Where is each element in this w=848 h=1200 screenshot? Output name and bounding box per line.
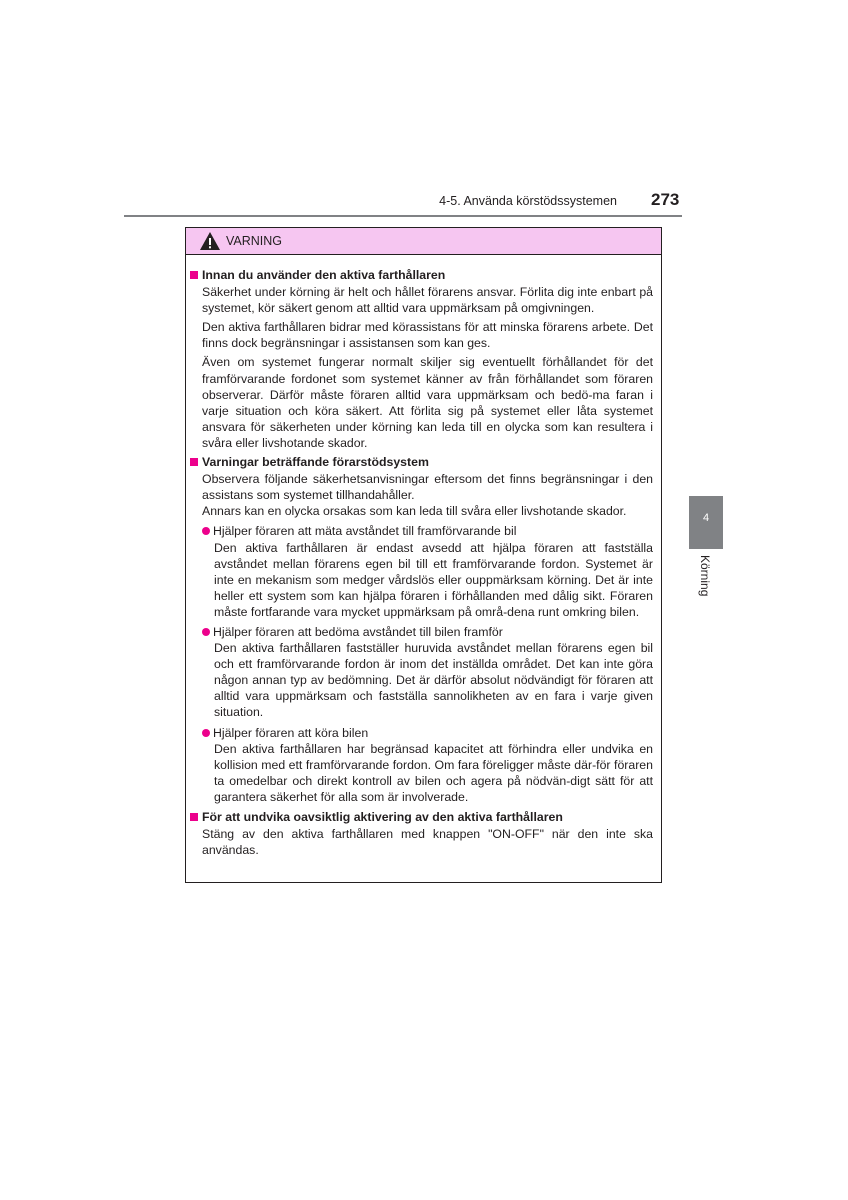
section-heading: [190, 454, 653, 470]
section-heading: [190, 267, 653, 283]
chapter-label: Körning: [698, 555, 712, 597]
bullet-body: Den aktiva farthållaren har begränsad kapacitet att förhindra eller undvika en kollision med ett framförvarande fordon. Om fara föreligger måste där-för föraren ta omedelbar och direkt kontroll av bilen och agera på nödvän-digt sätt för att garantera säkerhet för alla som är involverade.: [214, 741, 653, 804]
warning-section: [190, 454, 653, 805]
header-divider: [124, 215, 682, 217]
warning-section: [190, 267, 653, 451]
page-number: 273: [651, 190, 680, 209]
paragraph: Stäng av den aktiva farthållaren med knappen "ON-OFF" när den inte ska användas.: [202, 827, 653, 858]
bullet-item: [202, 624, 653, 721]
warning-content: [186, 255, 661, 858]
warning-header: [186, 228, 661, 255]
bullet-body: Den aktiva farthållaren är endast avsedd att hjälpa föraren att fastställa avståndet mellan förarens egen bil till ett framförvarande fordon. Systemet är inte en mekanism som medger vårdslös eller ouppmärksam körning. Det är inte heller ett system som kan hjälpa föraren i förhållanden med dålig sikt. Föraren måste fortfarande vara mycket uppmärksam på områ-dena runt omkring bilen.: [214, 540, 653, 619]
section-heading-text: Innan du använder den aktiva farthållaren: [202, 268, 446, 282]
bullet-heading: [202, 725, 653, 741]
warning-section: [190, 809, 653, 858]
bullet-heading: [202, 523, 653, 539]
bullet-item: [202, 523, 653, 620]
square-bullet-icon: [190, 813, 198, 821]
circle-bullet-icon: [202, 628, 210, 636]
bullet-heading-text: Hjälper föraren att bedöma avståndet till bilen framför: [213, 624, 503, 639]
warning-label: VARNING: [226, 234, 283, 248]
circle-bullet-icon: [202, 527, 210, 535]
bullet-heading-text: Hjälper föraren att köra bilen: [213, 725, 369, 740]
warning-box: [185, 227, 662, 883]
section-header-title: 4-5. Använda körstödssystemen: [439, 194, 617, 208]
bullet-heading-text: Hjälper föraren att mäta avståndet till framförvarande bil: [213, 524, 517, 539]
square-bullet-icon: [190, 271, 198, 279]
section-heading-text: För att undvika oavsiktlig aktivering av den aktiva farthållaren: [202, 810, 563, 824]
chapter-number: 4: [702, 512, 710, 524]
paragraph: Den aktiva farthållaren bidrar med körassistans för att minska förarens arbete. Det finns dock begränsningar i assistansen som kan ges.: [202, 320, 653, 351]
paragraph: Annars kan en olycka orsakas som kan leda till svåra eller livshotande skador.: [202, 504, 627, 519]
warning-triangle-icon: [199, 231, 221, 251]
paragraph: Säkerhet under körning är helt och hållet förarens ansvar. Förlita dig inte enbart på systemet, kör säkert genom att alltid vara uppmärksam på omgivningen.: [202, 285, 653, 316]
square-bullet-icon: [190, 458, 198, 466]
paragraph: Observera följande säkerhetsanvisningar eftersom det finns begränsningar i den assistans som systemet tillhandahåller.: [202, 472, 653, 503]
bullet-heading: [202, 624, 653, 640]
paragraph: Även om systemet fungerar normalt skiljer sig eventuellt förhållandet för det framförvarande fordonet som systemet känner av från förhållandet som föraren observerar. Därför måste föraren alltid vara uppmärksam och bedö-ma faran i varje situation och köra säkert. Att förlita sig på systemet eller låta systemet ansvara för säkerheten under körning kan leda till en olycka som kan resultera i svåra eller livshotande skador.: [202, 355, 653, 450]
bullet-body: Den aktiva farthållaren fastställer huruvida avståndet mellan förarens egen bil och ett framförvarande fordon är inom det inställda området. Det kan inte göra någon annan typ av bedömning. Det är därför absolut nödvändigt för föraren att alltid vara uppmärksam och fastställa sannolikheten av en fara i varje given situation.: [214, 641, 653, 720]
bullet-item: [202, 725, 653, 805]
section-heading: [190, 809, 653, 825]
circle-bullet-icon: [202, 729, 210, 737]
section-heading-text: Varningar beträffande förarstödsystem: [202, 455, 429, 470]
chapter-tab: [689, 496, 723, 549]
